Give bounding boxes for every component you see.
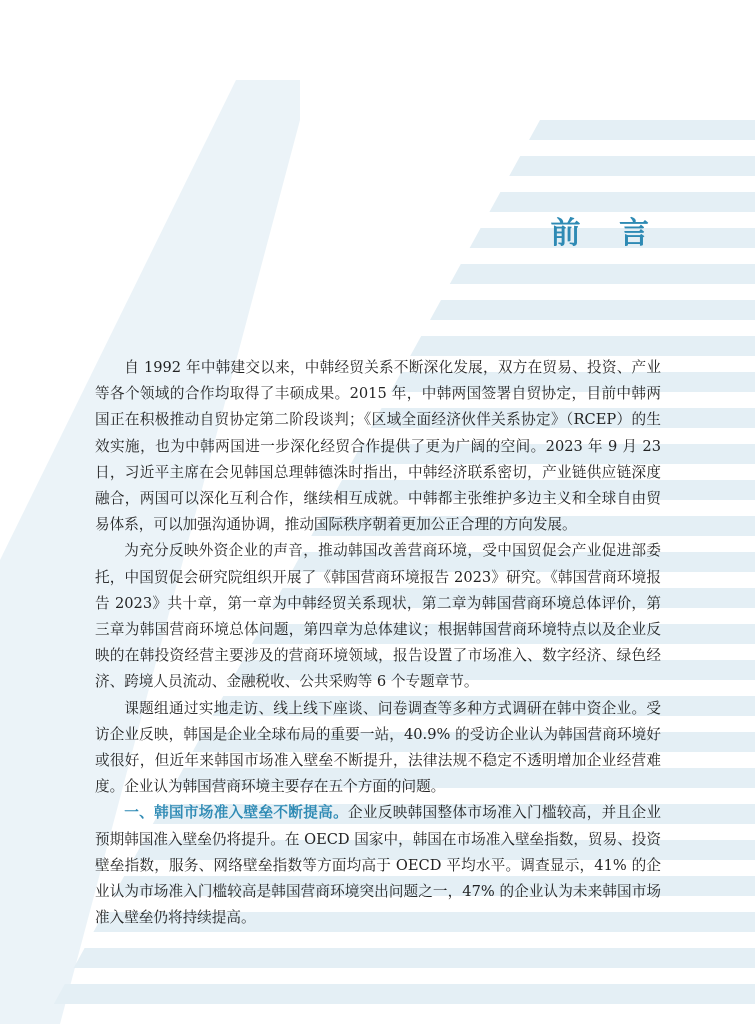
paragraph-2: 为充分反映外资企业的声音，推动韩国改善营商环境，受中国贸促会产业促进部委托，中国贸促会研究院组织开展了《韩国营商环境报告 2023》研究。《韩国营商环境报告 2023》共十章，第一章为中韩经贸关系现状，第二章为韩国营商环境总体评价，第三章为韩国营商环境总体问题，第四章为总体建议；根据韩国营商环境特点以及企业反映的在韩投资经营主要涉及的营商环境领域，报告设置了市场准入、数字经济、绿色经济、跨境人员流动、金融税收、公共采购等 6 个专题章节。 [95, 542, 661, 691]
point1-heading: 一、韩国市场准入壁垒不断提高。 [124, 804, 348, 822]
page-title: 前 言 [550, 216, 663, 251]
paragraph-3: 课题组通过实地走访、线上线下座谈、问卷调查等多种方式调研在韩中资企业。受访企业反映，韩国是企业全球布局的重要一站，40.9% 的受访企业认为韩国营商环境好或很好，但近年来韩国市场准入壁垒不断提升，法律法规不稳定不透明增加企业经营难度。企业认为韩国营商环境主要存在五个方面的问题。 [95, 699, 661, 796]
paragraph-4 [95, 800, 661, 931]
point1-text: 企业反映韩国整体市场准入门槛较高，并且企业预期韩国准入壁垒仍将提升。在 OECD 国家中，韩国在市场准入壁垒指数，贸易、投资壁垒指数，服务、网络壁垒指数等方面均高于 OECD 平均水平。调查显示，41% 的企业认为市场准入门槛较高是韩国营商环境突出问题之一，47% 的企业认为未来韩国市场准入壁垒仍将持续提高。 [95, 804, 661, 927]
paragraph-1: 自 1992 年中韩建交以来，中韩经贸关系不断深化发展，双方在贸易、投资、产业等各个领域的合作均取得了丰硕成果。2015 年，中韩两国签署自贸协定，目前中韩两国正在积极推动自贸协定第二阶段谈判；《区域全面经济伙伴关系协定》（RCEP）的生效实施，也为中韩两国进一步深化经贸合作提供了更为广阔的空间。2023 年 9 月 23 日，习近平主席在会见韩国总理韩德洙时指出，中韩经济联系密切，产业链供应链深度融合，两国可以深化互利合作，继续相互成就。中韩都主张维护多边主义和全球自由贸易体系，可以加强沟通协调，推动国际秩序朝着更加公正合理的方向发展。 [95, 359, 661, 534]
preface-body [95, 355, 661, 931]
